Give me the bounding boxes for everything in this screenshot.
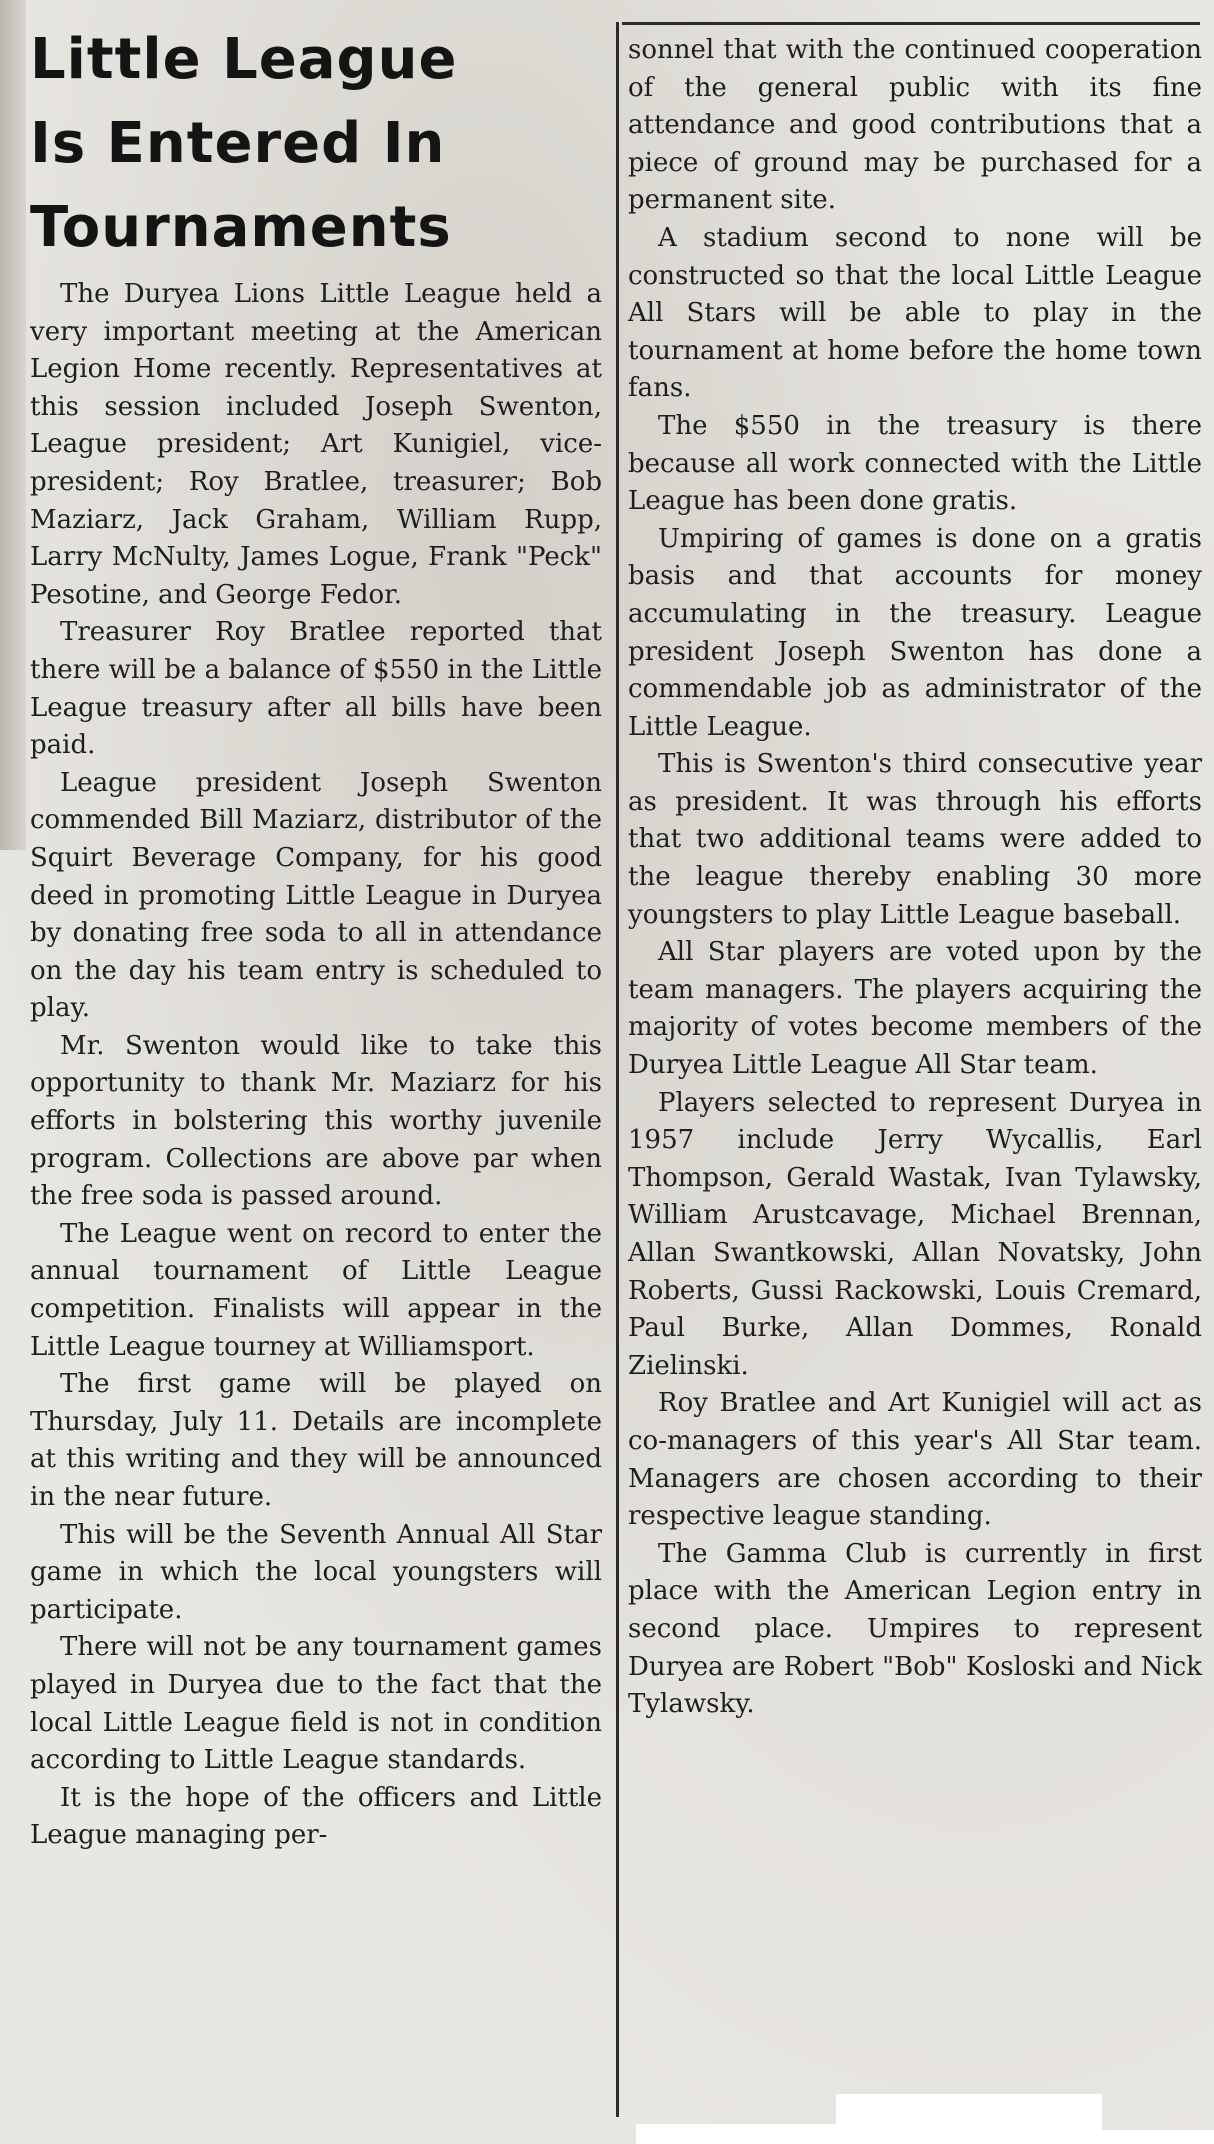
headline (30, 18, 600, 270)
paragraph: Mr. Swenton would like to take this opportunity to thank Mr. Maziarz for his efforts in bolstering this worthy juvenile program. Collections are above par when the free soda is passed around. (30, 1030, 602, 1212)
headline-line-1: Little League (30, 27, 458, 92)
blank-patch (636, 2124, 836, 2144)
paragraph: All Star players are voted upon by the team managers. The players acquiring the majority of votes become members of the Duryea Little League All Star team. (628, 937, 1202, 1081)
paragraph: It is the hope of the officers and Little League managing per- (30, 1782, 602, 1851)
column-rule (616, 22, 619, 2117)
blank-patch (836, 2094, 1102, 2144)
headline-line-2: Is Entered In (30, 111, 446, 176)
paragraph: The first game will be played on Thursday, July 11. Details are incomplete at this writing and they will be announced in the near future. (30, 1369, 602, 1512)
paragraph: The Duryea Lions Little League held a very important meeting at the American Legion Home recently. Representatives at this session included Joseph Swenton, League president; Art Kunigiel, vice-president; Roy Bratlee, treasurer; Bob Maziarz, Jack Graham, William Rupp, Larry McNulty, James Logue, Frank "Peck" Pesotine, and George Fedor. (30, 279, 602, 610)
continued-paragraph: sonnel that with the continued cooperation of the general public with its fine attendance and good contributions that a piece of ground may be purchased for a permanent site. (628, 35, 1202, 216)
adjacent-column-edge (0, 0, 26, 850)
blank-patch (1102, 2130, 1214, 2144)
paragraph: The Gamma Club is currently in first place with the American Legion entry in second place. Umpires to represent Duryea are Robert "Bob" Kosloski and Nick Tylawsky. (628, 1538, 1202, 1720)
top-rule (622, 22, 1200, 25)
paragraph: Treasurer Roy Bratlee reported that there will be a balance of $550 in the Little League treasury after all bills have been paid. (30, 617, 602, 761)
paragraph: The League went on record to enter the annual tournament of Little League competition. Finalists will appear in the Little League tourney at Williamsport. (30, 1218, 602, 1362)
paragraph: Roy Bratlee and Art Kunigiel will act as co-managers of this year's All Star team. Managers are chosen according to their respective league standing. (628, 1388, 1202, 1532)
paragraph: Players selected to represent Duryea in 1957 include Jerry Wycallis, Earl Thompson, Gerald Wastak, Ivan Tylawsky, William Arustcavage, Michael Brennan, Allan Swantkowski, Allan Novatsky, John Roberts, Gussi Rackowski, Louis Cremard, Paul Burke, Allan Dommes, Ronald Zielinski. (628, 1087, 1202, 1381)
paragraph: Umpiring of games is done on a gratis basis and that accounts for money accumulating in the treasury. League president Joseph Swenton has done a commendable job as administrator of the Little League. (628, 523, 1202, 742)
right-column (628, 32, 1202, 1724)
paragraph: This will be the Seventh Annual All Star game in which the local youngsters will participate. (30, 1519, 602, 1625)
paragraph: League president Joseph Swenton commended Bill Maziarz, distributor of the Squirt Beverage Company, for his good deed in promoting Little League in Duryea by donating free soda to all in attendance on the day his team entry is scheduled to play. (30, 767, 602, 1024)
left-column (30, 276, 602, 1855)
paragraph: There will not be any tournament games played in Duryea due to the fact that the local Little League field is not in condition according to Little League standards. (30, 1632, 602, 1776)
paragraph: This is Swenton's third consecutive year as president. It was through his efforts that two additional teams were added to the league thereby enabling 30 more youngsters to play Little League baseball. (628, 749, 1202, 930)
paragraph: The $550 in the treasury is there because all work connected with the Little League has been done gratis. (628, 410, 1202, 517)
paragraph: A stadium second to none will be constructed so that the local Little League All Stars will be able to play in the tournament at home before the home town fans. (628, 222, 1202, 404)
headline-line-3: Tournaments (30, 195, 452, 260)
